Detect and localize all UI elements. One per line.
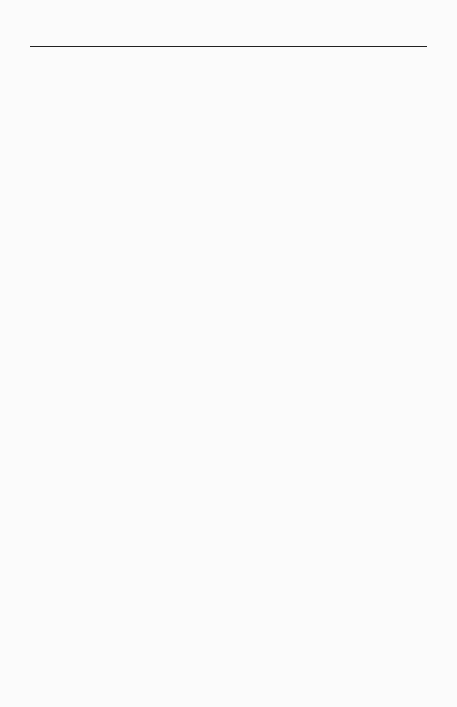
header-rule (30, 46, 427, 47)
page-header (421, 26, 427, 40)
